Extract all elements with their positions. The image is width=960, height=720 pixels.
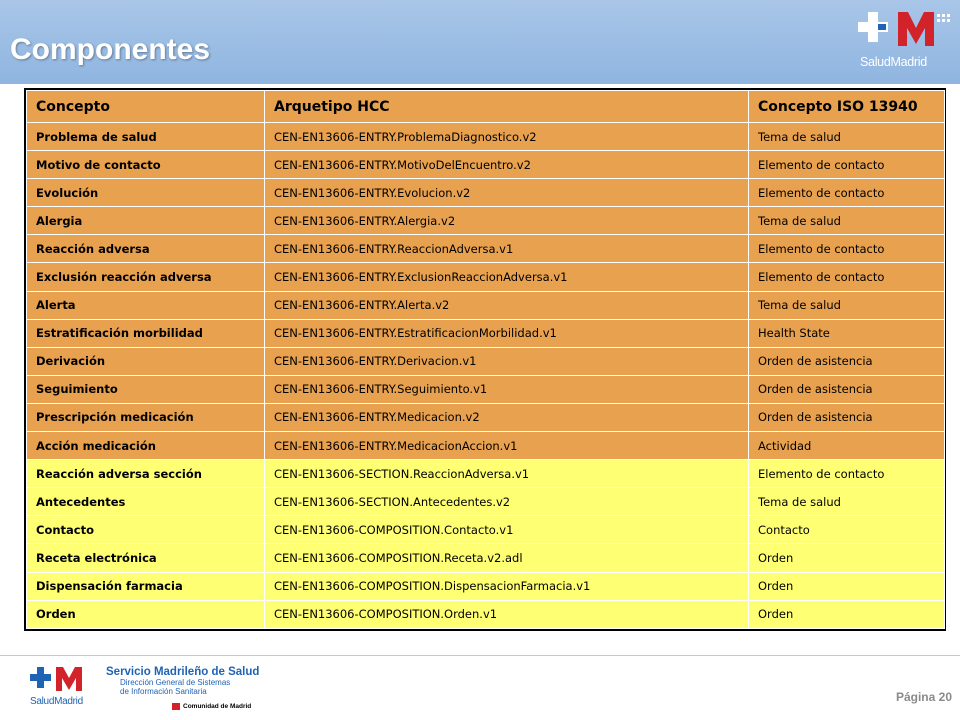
cell-concepto: Antecedentes	[27, 488, 265, 516]
cell-concepto: Reacción adversa sección	[27, 460, 265, 488]
cell-iso: Tema de salud	[749, 207, 945, 235]
table-row	[27, 291, 945, 319]
cell-concepto: Problema de salud	[27, 123, 265, 151]
cell-iso: Elemento de contacto	[749, 235, 945, 263]
components-table	[26, 90, 945, 629]
cell-iso: Orden de asistencia	[749, 375, 945, 403]
org-sub-line-1: Dirección General de Sistemas	[120, 678, 231, 687]
cell-concepto: Acción medicación	[27, 432, 265, 460]
column-header-arquetipo: Arquetipo HCC	[265, 91, 749, 123]
cell-concepto: Derivación	[27, 347, 265, 375]
column-header-iso: Concepto ISO 13940	[749, 91, 945, 123]
footer-saludmadrid-logo	[30, 663, 96, 709]
table-row	[27, 263, 945, 291]
logo-text: SaludMadrid	[860, 55, 927, 69]
table-row	[27, 432, 945, 460]
cell-arquetipo: CEN-EN13606-ENTRY.ProblemaDiagnostico.v2	[265, 123, 749, 151]
cell-concepto: Exclusión reacción adversa	[27, 263, 265, 291]
cell-arquetipo: CEN-EN13606-SECTION.ReaccionAdversa.v1	[265, 460, 749, 488]
cell-iso: Elemento de contacto	[749, 263, 945, 291]
table-row	[27, 516, 945, 544]
table-row	[27, 151, 945, 179]
cell-concepto: Seguimiento	[27, 375, 265, 403]
cell-iso: Elemento de contacto	[749, 151, 945, 179]
cell-arquetipo: CEN-EN13606-SECTION.Antecedentes.v2	[265, 488, 749, 516]
table-row	[27, 319, 945, 347]
table-row	[27, 347, 945, 375]
cell-arquetipo: CEN-EN13606-ENTRY.ExclusionReaccionAdversa.v1	[265, 263, 749, 291]
cell-concepto: Dispensación farmacia	[27, 572, 265, 600]
table-row	[27, 460, 945, 488]
cell-arquetipo: CEN-EN13606-ENTRY.MotivoDelEncuentro.v2	[265, 151, 749, 179]
saludmadrid-cross-m-icon	[858, 6, 954, 56]
cell-arquetipo: CEN-EN13606-ENTRY.Seguimiento.v1	[265, 375, 749, 403]
cell-arquetipo: CEN-EN13606-ENTRY.Derivacion.v1	[265, 347, 749, 375]
cell-iso: Orden	[749, 544, 945, 572]
cell-iso: Orden	[749, 600, 945, 628]
cell-concepto: Contacto	[27, 516, 265, 544]
footer-divider	[0, 655, 960, 656]
cell-concepto: Estratificación morbilidad	[27, 319, 265, 347]
cell-iso: Orden de asistencia	[749, 403, 945, 431]
cell-arquetipo: CEN-EN13606-ENTRY.Medicacion.v2	[265, 403, 749, 431]
cell-iso: Elemento de contacto	[749, 460, 945, 488]
cell-iso: Contacto	[749, 516, 945, 544]
table-row	[27, 375, 945, 403]
cell-concepto: Receta electrónica	[27, 544, 265, 572]
cell-iso: Tema de salud	[749, 291, 945, 319]
table-body	[27, 123, 945, 629]
cell-iso: Elemento de contacto	[749, 179, 945, 207]
cell-arquetipo: CEN-EN13606-ENTRY.ReaccionAdversa.v1	[265, 235, 749, 263]
cell-iso: Tema de salud	[749, 488, 945, 516]
cell-arquetipo: CEN-EN13606-ENTRY.Alergia.v2	[265, 207, 749, 235]
components-table-container	[24, 88, 946, 631]
cell-iso: Health State	[749, 319, 945, 347]
cell-iso: Tema de salud	[749, 123, 945, 151]
column-header-concepto: Concepto	[27, 91, 265, 123]
cell-concepto: Evolución	[27, 179, 265, 207]
cell-concepto: Motivo de contacto	[27, 151, 265, 179]
cell-iso: Orden de asistencia	[749, 347, 945, 375]
org-block	[106, 666, 259, 696]
page-title: Componentes	[10, 33, 211, 66]
saludmadrid-logo	[858, 6, 954, 72]
comunidad-flag-icon	[172, 703, 180, 710]
table-row	[27, 572, 945, 600]
comunidad-madrid-logo	[172, 703, 251, 710]
cell-arquetipo: CEN-EN13606-COMPOSITION.DispensacionFarmacia.v1	[265, 572, 749, 600]
cell-concepto: Reacción adversa	[27, 235, 265, 263]
table-row	[27, 600, 945, 628]
cell-arquetipo: CEN-EN13606-ENTRY.MedicacionAccion.v1	[265, 432, 749, 460]
page-number: Página 20	[895, 690, 952, 704]
table-header-row	[27, 91, 945, 123]
cell-arquetipo: CEN-EN13606-COMPOSITION.Contacto.v1	[265, 516, 749, 544]
org-name: Servicio Madrileño de Salud	[106, 666, 260, 678]
cell-concepto: Orden	[27, 600, 265, 628]
cell-arquetipo: CEN-EN13606-COMPOSITION.Receta.v2.adl	[265, 544, 749, 572]
footer-cross-m-icon	[30, 663, 96, 697]
table-row	[27, 544, 945, 572]
cell-arquetipo: CEN-EN13606-ENTRY.EstratificacionMorbilidad.v1	[265, 319, 749, 347]
cell-iso: Orden	[749, 572, 945, 600]
cell-arquetipo: CEN-EN13606-ENTRY.Evolucion.v2	[265, 179, 749, 207]
table-row	[27, 235, 945, 263]
table-row	[27, 207, 945, 235]
table-row	[27, 403, 945, 431]
cell-iso: Actividad	[749, 432, 945, 460]
footer-logo-text: SaludMadrid	[30, 696, 83, 707]
org-sub-line-2: de Información Sanitaria	[120, 687, 207, 696]
comunidad-text: Comunidad de Madrid	[183, 703, 252, 710]
cell-arquetipo: CEN-EN13606-ENTRY.Alerta.v2	[265, 291, 749, 319]
cell-concepto: Alerta	[27, 291, 265, 319]
cell-arquetipo: CEN-EN13606-COMPOSITION.Orden.v1	[265, 600, 749, 628]
table-row	[27, 488, 945, 516]
table-row	[27, 179, 945, 207]
cell-concepto: Alergia	[27, 207, 265, 235]
cell-concepto: Prescripción medicación	[27, 403, 265, 431]
table-row	[27, 123, 945, 151]
